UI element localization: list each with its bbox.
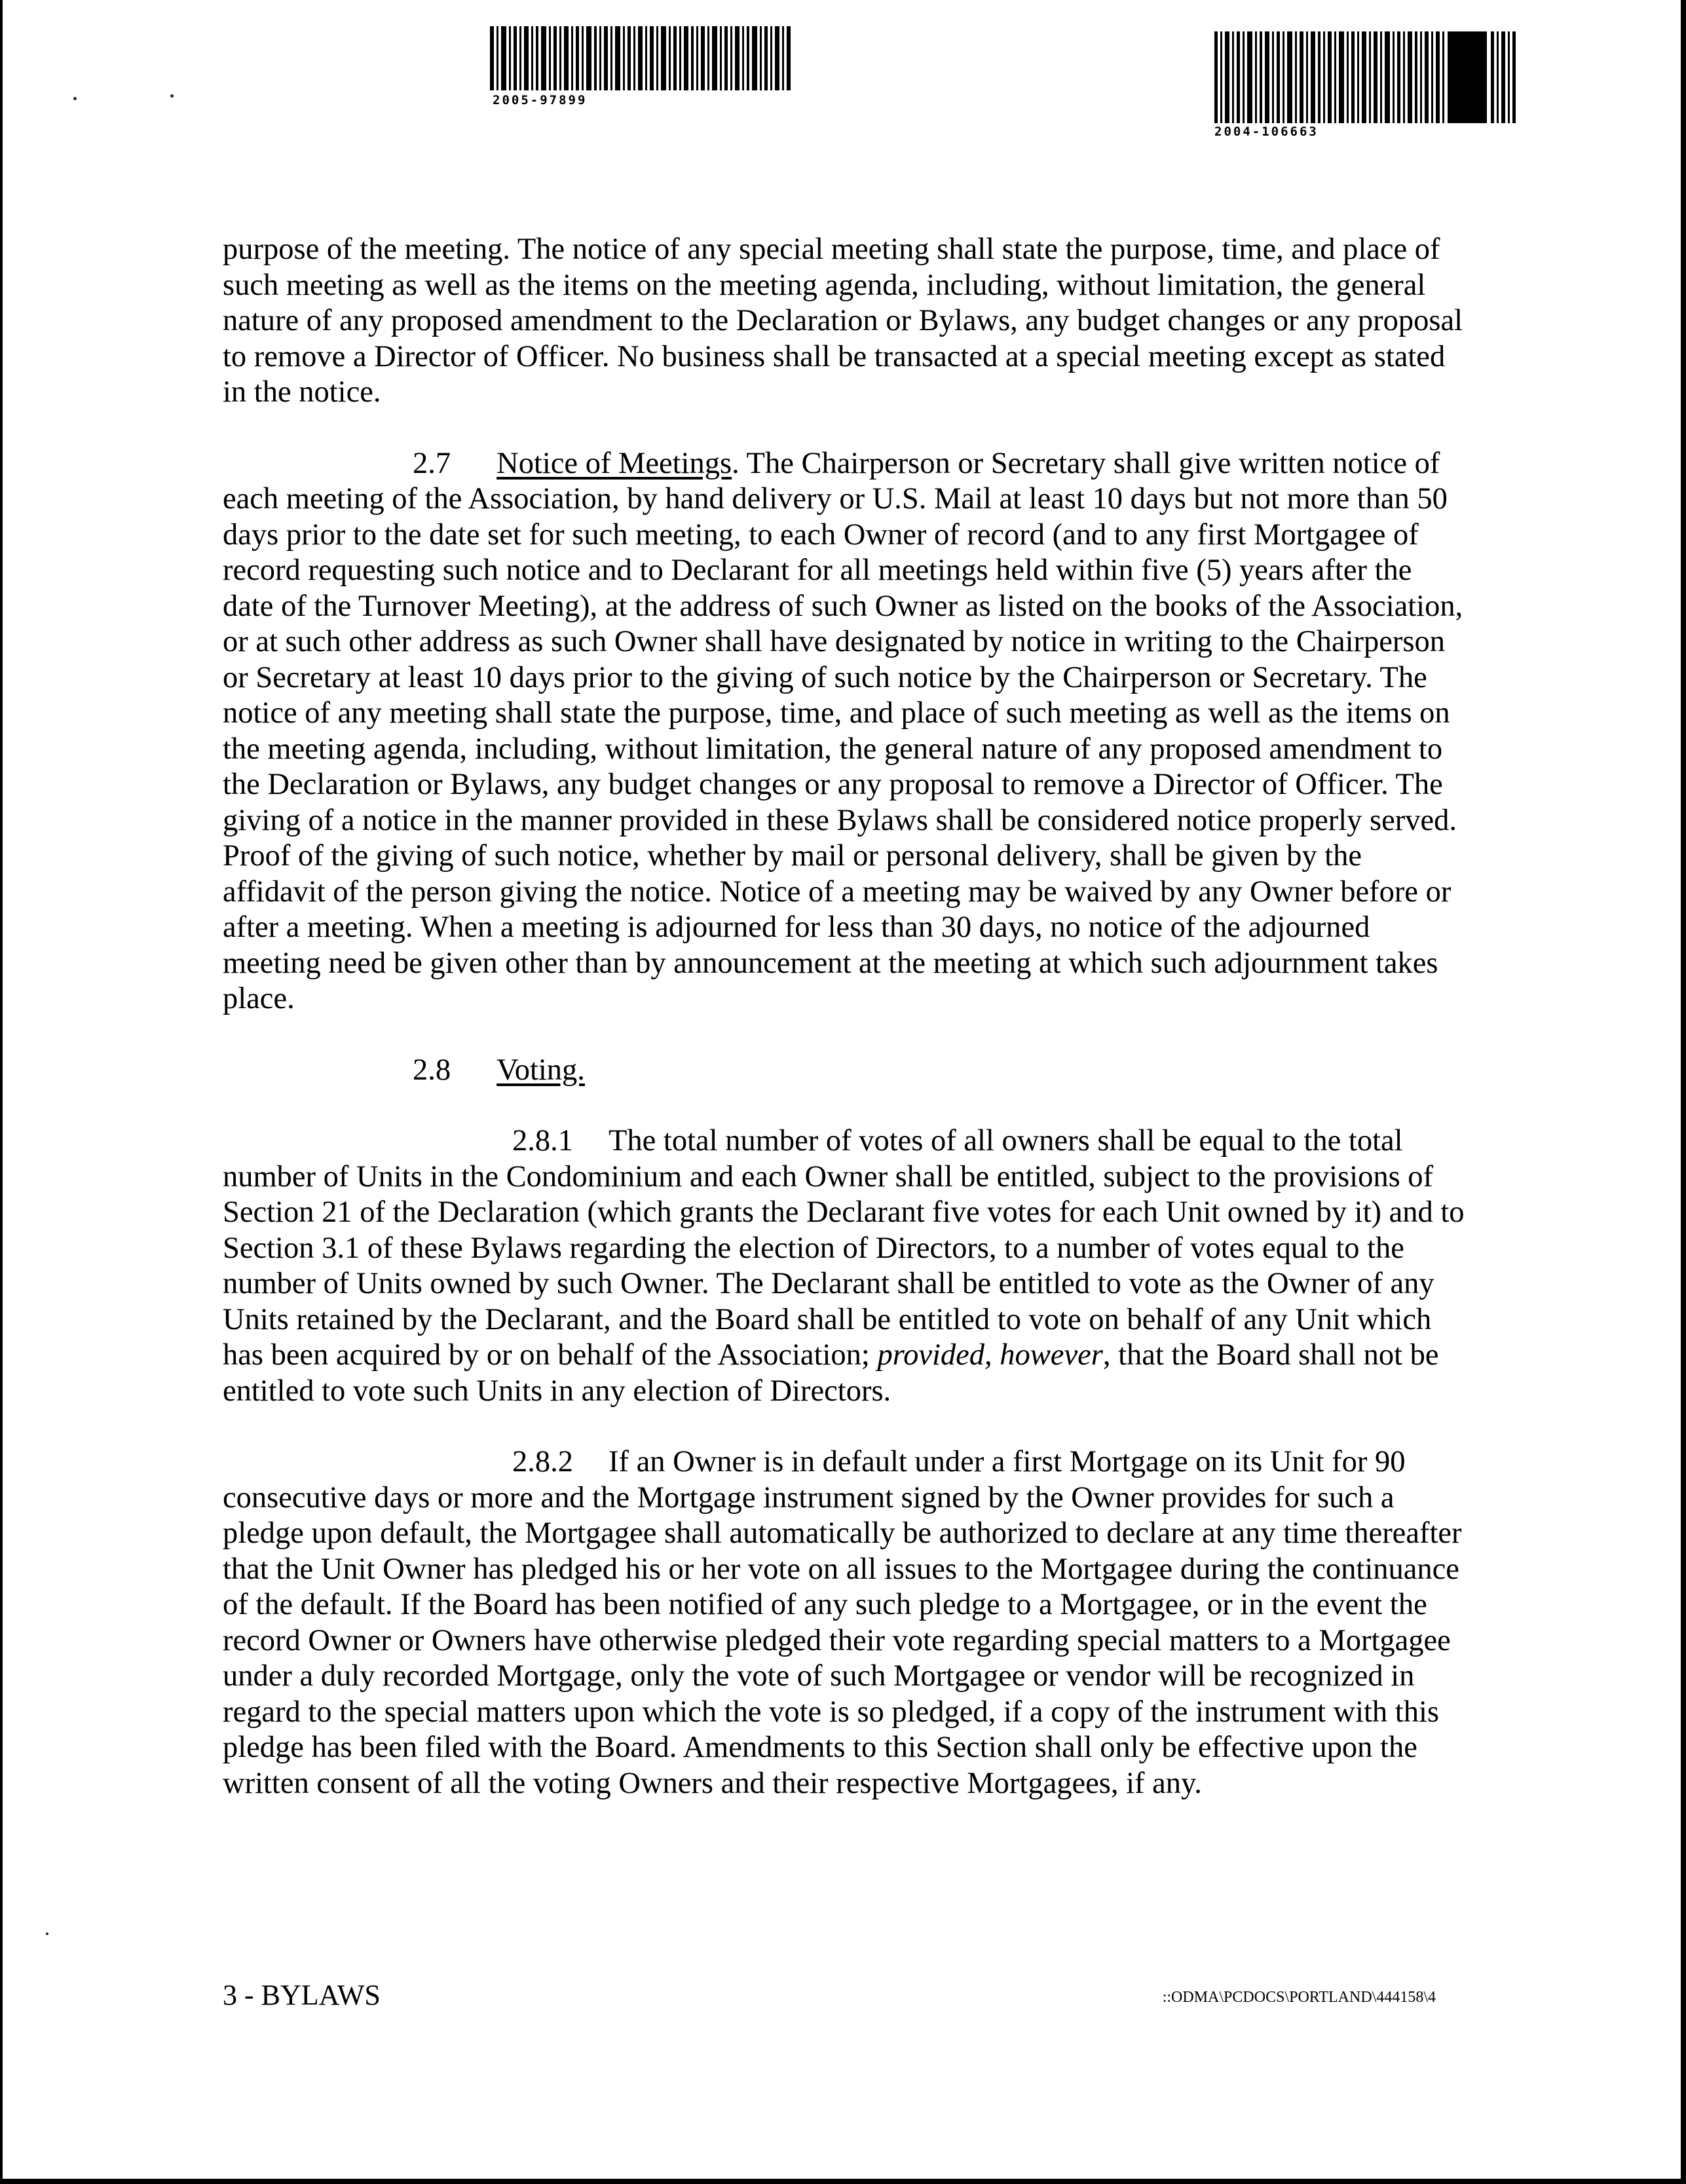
scan-speck — [170, 94, 174, 98]
section-2-8-1 — [223, 1123, 1467, 1409]
section-2-8-1-text: The total number of votes of all owners shall be equal to the total number of Units in the Condominium and each Owner shall be entitled, subject to the provisions of Section 21 of the Declaration (which grants the Declarant five votes for each Unit owned by it) and to Section 3.1 of these Bylaws regarding the election of Directors, to a number of votes equal to the number of Units owned by such Owner. The Declarant shall be entitled to vote as the Owner of any Units retained by the Declarant, and the Board shall be entitled to vote on behalf of any Unit which has been acquired by or on behalf of the Association; — [223, 1124, 1465, 1372]
section-2-8-number: 2.8 — [413, 1053, 451, 1087]
section-2-7 — [223, 446, 1467, 1017]
section-2-8-2-number: 2.8.2 — [512, 1445, 573, 1478]
section-2-7-text: The Chairperson or Secretary shall give written notice of each meeting of the Association, by hand delivery or U.S. Mail at least 10 days but not more than 50 days prior to the date set for such meeting, to each Owner of record (and to any first Mortgagee of record requesting such notice and to Declarant for all meetings held within five (5) years after the date of the Turnover Meeting), at the address of such Owner as listed on the books of the Association, or at such other address as such Owner shall have designated by notice in writing to the Chairperson or Secretary at least 10 days prior to the giving of such notice by the Chairperson or Secretary. The notice of any meeting shall state the purpose, time, and place of such meeting as well as the items on the meeting agenda, including, without limitation, the general nature of any proposed amendment to the Declaration or Bylaws, any budget changes or any proposal to remove a Director of Officer. The giving of a notice in the manner provided in these Bylaws shall be considered notice properly served. Proof of the giving of such notice, whether by mail or personal delivery, shall be given by the affidavit of the person giving the notice. Notice of a meeting may be waived by any Owner before or after a meeting. When a meeting is adjourned for less than 30 days, no notice of the adjourned meeting need be given other than by announcement at the meeting at which such adjournment takes place. — [223, 446, 1463, 1015]
barcode-left — [490, 26, 791, 90]
scan-speck — [73, 97, 77, 100]
section-2-7-heading-punct: . — [732, 446, 740, 480]
section-2-8-1-number: 2.8.1 — [512, 1124, 573, 1158]
section-2-7-heading: Notice of Meetings — [496, 446, 732, 480]
paragraph-continued: purpose of the meeting. The notice of any special meeting shall state the purpose, time, and place of such meeting as well as the items on the meeting agenda, including, without limitation, the general nature of any proposed amendment to the Declaration or Bylaws, any budget changes or any proposal to remove a Director of Officer. No business shall be transacted at a special meeting except as stated in the notice. — [223, 233, 1463, 409]
barcode-left-number: 2005-97899 — [493, 93, 588, 107]
section-2-8-1-italic: provided, however — [877, 1338, 1103, 1372]
bylaws-body — [223, 232, 1467, 1801]
barcode-right-graphic — [1214, 31, 1516, 123]
section-2-8-2 — [223, 1444, 1467, 1801]
barcode-left-graphic — [490, 26, 791, 90]
section-2-8-1-text-end: , that the Board shall not be entitled to vote such Units in any election of Directors. — [223, 1338, 1439, 1408]
section-2-8-heading: Voting. — [496, 1053, 585, 1087]
document-page — [3, 0, 1681, 2179]
section-2-8 — [223, 1053, 1467, 1089]
barcode-right-number: 2004-106663 — [1214, 124, 1319, 139]
footer-page-label: 3 - BYLAWS — [223, 1979, 381, 2011]
footer-doc-path: ::ODMA\PCDOCS\PORTLAND\444158\4 — [1162, 1989, 1436, 2006]
section-2-8-2-text: If an Owner is in default under a first Mortgage on its Unit for 90 consecutive days or more and the Mortgage instrument signed by the Owner provides for such a pledge upon default, the Mortgagee shall automatically be authorized to declare at any time thereafter that the Unit Owner has pledged his or her vote on all issues to the Mortgagee during the continuance of the default. If the Board has been notified of any such pledge to a Mortgagee, or in the event the record Owner or Owners have otherwise pledged their vote regarding special matters to a Mortgagee under a duly recorded Mortgage, only the vote of such Mortgagee or vendor will be recognized in regard to the special matters upon which the vote is so pledged, if a copy of the instrument with this pledge has been filed with the Board. Amendments to this Section shall only be effective upon the written consent of all the voting Owners and their respective Mortgagees, if any. — [223, 1445, 1462, 1800]
barcode-right — [1214, 31, 1516, 123]
scan-speck — [46, 1932, 48, 1935]
section-2-7-number: 2.7 — [413, 446, 451, 480]
